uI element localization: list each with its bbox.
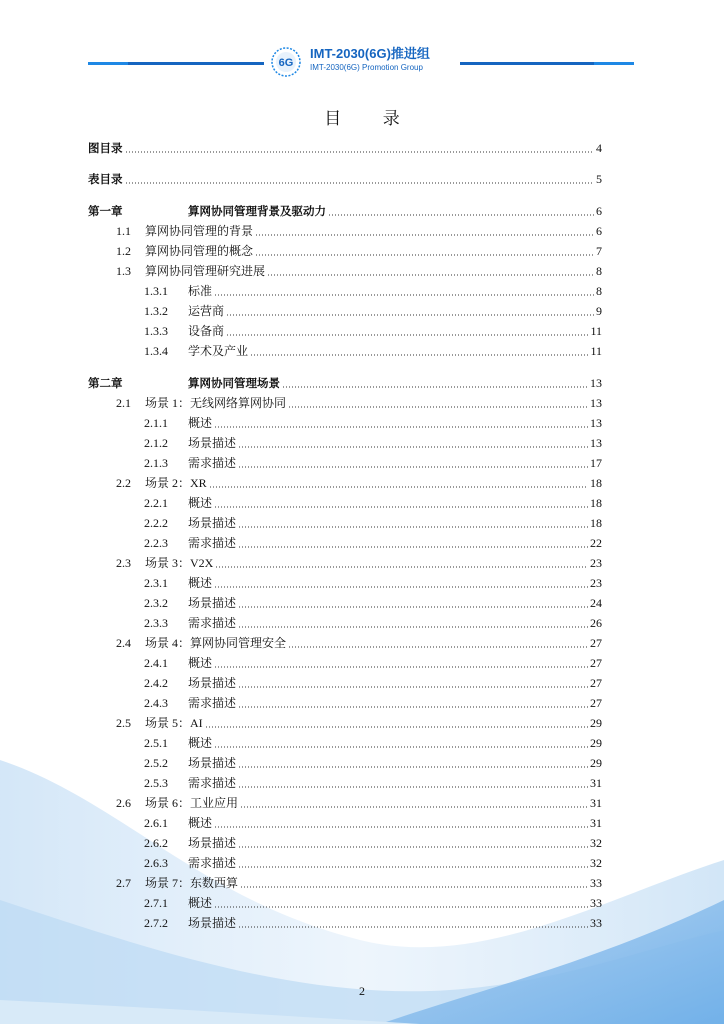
toc-entry-page: 32 [590, 836, 602, 850]
toc-leader-dots [209, 486, 588, 488]
toc-entry-number: 2.5.1 [144, 736, 168, 750]
toc-entry-title: 概述 [188, 496, 213, 510]
toc-entry-page: 31 [590, 796, 602, 810]
toc-entry[interactable] [88, 793, 602, 813]
toc-entry-number: 2.3.1 [144, 576, 168, 590]
toc-entry[interactable] [88, 413, 602, 433]
toc-entry-page: 27 [590, 636, 602, 650]
toc-entry-page: 24 [590, 596, 602, 610]
toc-entry-title: 场景 4：算网协同管理安全 [145, 636, 287, 650]
toc-leader-dots [125, 182, 594, 184]
toc-entry-title: 场景 1：无线网络算网协同 [145, 396, 287, 410]
toc-entry-page: 8 [596, 264, 602, 278]
toc-entry-page: 23 [590, 576, 602, 590]
toc-entry-number: 2.7 [116, 876, 131, 890]
toc-entry-number: 2.3 [116, 556, 131, 570]
toc-entry-page: 13 [590, 436, 602, 450]
toc-entry-title: 场景描述 [188, 516, 237, 530]
toc-entry[interactable] [88, 281, 602, 301]
toc-leader-dots [238, 606, 588, 608]
toc-entry-page: 22 [590, 536, 602, 550]
toc-entry-title: 概述 [188, 656, 213, 670]
toc-leader-dots [238, 926, 588, 928]
toc-entry-number: 2.6.1 [144, 816, 168, 830]
toc-entry[interactable] [88, 138, 602, 158]
toc-entry-title: 概述 [188, 416, 213, 430]
toc-leader-dots [214, 826, 588, 828]
toc-leader-dots [240, 886, 588, 888]
toc-entry-number: 1.3 [116, 264, 131, 278]
toc-entry-title: 概述 [188, 736, 213, 750]
toc-entry-page: 27 [590, 676, 602, 690]
toc-entry-page: 26 [590, 616, 602, 630]
toc-entry-page: 18 [590, 496, 602, 510]
toc-entry-number: 1.2 [116, 244, 131, 258]
toc-entry-page: 27 [590, 696, 602, 710]
toc-entry-page: 4 [596, 141, 602, 155]
toc-entry-number: 2.4.1 [144, 656, 168, 670]
toc-leader-dots [238, 626, 588, 628]
toc-entry[interactable] [88, 853, 602, 873]
page-header [0, 42, 724, 82]
toc-entry-title: 概述 [188, 816, 213, 830]
toc-entry[interactable] [88, 553, 602, 573]
6g-logo-icon [270, 46, 302, 78]
toc-entry[interactable] [88, 169, 602, 189]
toc-entry[interactable] [88, 473, 602, 493]
toc-entry-number: 2.2.1 [144, 496, 168, 510]
toc-leader-dots [214, 506, 588, 508]
toc-leader-dots [255, 254, 594, 256]
toc-leader-dots [238, 766, 588, 768]
toc-entry-number: 2.4 [116, 636, 131, 650]
toc-entry-page: 9 [596, 304, 602, 318]
toc-entry[interactable] [88, 433, 602, 453]
toc-entry-title: 设备商 [188, 324, 225, 338]
toc-leader-dots [238, 526, 588, 528]
toc-entry[interactable] [88, 893, 602, 913]
toc-entry-title: 概述 [188, 896, 213, 910]
toc-entry-title: 算网协同管理场景 [188, 376, 280, 390]
toc-entry-number: 2.1.1 [144, 416, 168, 430]
toc-entry-number: 1.3.4 [144, 344, 168, 358]
toc-entry-title: 算网协同管理研究进展 [145, 264, 266, 278]
toc-entry-number: 1.3.3 [144, 324, 168, 338]
toc-entry-number: 2.1.3 [144, 456, 168, 470]
toc-leader-dots [125, 151, 594, 153]
toc-entry-page: 33 [590, 896, 602, 910]
toc-entry-title: 场景描述 [188, 596, 237, 610]
toc-leader-dots [214, 906, 588, 908]
toc-entry-title: 场景描述 [188, 676, 237, 690]
toc-leader-dots [288, 406, 588, 408]
toc-entry-page: 29 [590, 736, 602, 750]
toc-entry-title: 场景 7：东数西算 [145, 876, 239, 890]
toc-entry-page: 29 [590, 756, 602, 770]
toc-entry-number: 2.5.3 [144, 776, 168, 790]
toc-entry[interactable] [88, 201, 602, 221]
toc-entry-title: 场景 5：AI [145, 716, 203, 730]
toc-leader-dots [238, 686, 588, 688]
toc-entry-page: 23 [590, 556, 602, 570]
toc-entry-page: 31 [590, 776, 602, 790]
toc-entry-page: 13 [590, 416, 602, 430]
toc-entry-number: 第一章 [88, 204, 123, 218]
toc-leader-dots [214, 586, 588, 588]
toc-entry[interactable] [88, 813, 602, 833]
toc-entry[interactable] [88, 493, 602, 513]
toc-entry[interactable] [88, 453, 602, 473]
toc-entry-page: 31 [590, 816, 602, 830]
toc-entry[interactable] [88, 693, 602, 713]
logo-main-text: IMT-2030(6G)推进组 [310, 46, 430, 61]
toc-entry-page: 32 [590, 856, 602, 870]
toc-entry-page: 8 [596, 284, 602, 298]
toc-entry-number: 2.5 [116, 716, 131, 730]
toc-leader-dots [238, 866, 588, 868]
toc-entry-number: 2.4.2 [144, 676, 168, 690]
toc-entry-title: 概述 [188, 576, 213, 590]
toc-entry-title: 场景 2：XR [145, 476, 207, 490]
toc-entry[interactable] [88, 593, 602, 613]
toc-entry-number: 2.6.3 [144, 856, 168, 870]
toc-leader-dots [214, 746, 588, 748]
toc-entry-title: 表目录 [88, 172, 123, 186]
page-number: 2 [359, 984, 365, 998]
toc-entry-page: 27 [590, 656, 602, 670]
toc-entry[interactable] [88, 913, 602, 933]
toc-entry-number: 2.3.2 [144, 596, 168, 610]
toc-entry-page: 13 [590, 376, 602, 390]
toc-leader-dots [238, 546, 588, 548]
toc-entry-title: 需求描述 [188, 536, 237, 550]
toc-entry-page: 13 [590, 396, 602, 410]
toc-entry-number: 2.6.2 [144, 836, 168, 850]
toc-entry[interactable] [88, 341, 602, 361]
toc-leader-dots [226, 334, 588, 336]
toc-entry-title: 场景 3：V2X [145, 556, 214, 570]
toc-leader-dots [282, 386, 588, 388]
toc-entry-number: 2.7.1 [144, 896, 168, 910]
toc-entry[interactable] [88, 301, 602, 321]
toc-leader-dots [205, 726, 588, 728]
toc-entry-page: 17 [590, 456, 602, 470]
toc-entry-number: 第二章 [88, 376, 123, 390]
toc-entry-page: 33 [590, 876, 602, 890]
toc-entry[interactable] [88, 573, 602, 593]
toc-entry-title: 需求描述 [188, 776, 237, 790]
toc-entry-page: 29 [590, 716, 602, 730]
toc-entry-title: 学术及产业 [188, 344, 249, 358]
toc-leader-dots [328, 214, 594, 216]
header-rule-right-accent [594, 62, 634, 65]
toc-entry-title: 场景描述 [188, 916, 237, 930]
toc-entry-number: 1.3.1 [144, 284, 168, 298]
toc-entry-page: 18 [590, 516, 602, 530]
toc-entry-title: 场景描述 [188, 836, 237, 850]
toc-entry-number: 2.2 [116, 476, 131, 490]
toc-entry-number: 2.1 [116, 396, 131, 410]
toc-entry-title: 场景描述 [188, 436, 237, 450]
toc-leader-dots [226, 314, 594, 316]
toc-entry-title: 算网协同管理的背景 [145, 224, 254, 238]
logo-badge-text: 6G [278, 57, 294, 69]
toc-leader-dots [255, 234, 594, 236]
toc-entry-page: 5 [596, 172, 602, 186]
toc-entry-number: 2.6 [116, 796, 131, 810]
toc-entry[interactable] [88, 513, 602, 533]
toc-entry-title: 需求描述 [188, 616, 237, 630]
toc-entry-title: 运营商 [188, 304, 225, 318]
toc-leader-dots [214, 666, 588, 668]
toc-entry-number: 1.1 [116, 224, 131, 238]
toc-entry-number: 2.1.2 [144, 436, 168, 450]
toc-entry-title: 标准 [188, 284, 213, 298]
toc-leader-dots [250, 354, 588, 356]
logo-sub-text: IMT-2030(6G) Promotion Group [310, 63, 423, 72]
toc-entry[interactable] [88, 613, 602, 633]
toc-leader-dots [238, 786, 588, 788]
toc-leader-dots [238, 446, 588, 448]
toc-entry-number: 2.4.3 [144, 696, 168, 710]
toc-entry[interactable] [88, 753, 602, 773]
toc-entry-page: 11 [590, 324, 602, 338]
toc-entry-number: 2.2.2 [144, 516, 168, 530]
toc-entry-title: 图目录 [88, 141, 123, 155]
toc-entry-page: 33 [590, 916, 602, 930]
toc-entry[interactable] [88, 873, 602, 893]
toc-entry-title: 算网协同管理背景及驱动力 [188, 204, 326, 218]
page-title: 目 录 [324, 109, 418, 129]
toc-leader-dots [214, 294, 594, 296]
toc-entry-title: 场景描述 [188, 756, 237, 770]
toc-entry[interactable] [88, 221, 602, 241]
toc-entry[interactable] [88, 653, 602, 673]
toc-entry[interactable] [88, 733, 602, 753]
toc-entry[interactable] [88, 241, 602, 261]
toc-entry-title: 场景 6：工业应用 [145, 796, 239, 810]
toc-entry[interactable] [88, 321, 602, 341]
toc-entry[interactable] [88, 773, 602, 793]
toc-entry-number: 2.7.2 [144, 916, 168, 930]
toc-leader-dots [238, 846, 588, 848]
toc-entry-title: 需求描述 [188, 856, 237, 870]
logo-text [310, 46, 430, 74]
toc-entry-title: 算网协同管理的概念 [145, 244, 254, 258]
toc-entry[interactable] [88, 393, 602, 413]
toc-entry[interactable] [88, 713, 602, 733]
toc-entry-number: 2.3.3 [144, 616, 168, 630]
toc-entry[interactable] [88, 673, 602, 693]
toc-leader-dots [215, 566, 588, 568]
toc-entry[interactable] [88, 833, 602, 853]
toc-entry-page: 6 [596, 224, 602, 238]
toc-entry-number: 2.5.2 [144, 756, 168, 770]
toc-entry-page: 6 [596, 204, 602, 218]
toc-leader-dots [238, 466, 588, 468]
toc-entry-page: 7 [596, 244, 602, 258]
toc-leader-dots [240, 806, 588, 808]
toc-entry-number: 1.3.2 [144, 304, 168, 318]
toc-entry[interactable] [88, 533, 602, 553]
toc-entry[interactable] [88, 633, 602, 653]
toc-leader-dots [214, 426, 588, 428]
toc-entry-page: 18 [590, 476, 602, 490]
toc-entry[interactable] [88, 373, 602, 393]
toc-entry-number: 2.2.3 [144, 536, 168, 550]
toc-leader-dots [267, 274, 594, 276]
toc-entry-page: 11 [590, 344, 602, 358]
toc-entry-title: 需求描述 [188, 456, 237, 470]
toc-leader-dots [238, 706, 588, 708]
toc-leader-dots [288, 646, 588, 648]
toc-entry-title: 需求描述 [188, 696, 237, 710]
header-rule-left-accent [88, 62, 128, 65]
toc-entry[interactable] [88, 261, 602, 281]
